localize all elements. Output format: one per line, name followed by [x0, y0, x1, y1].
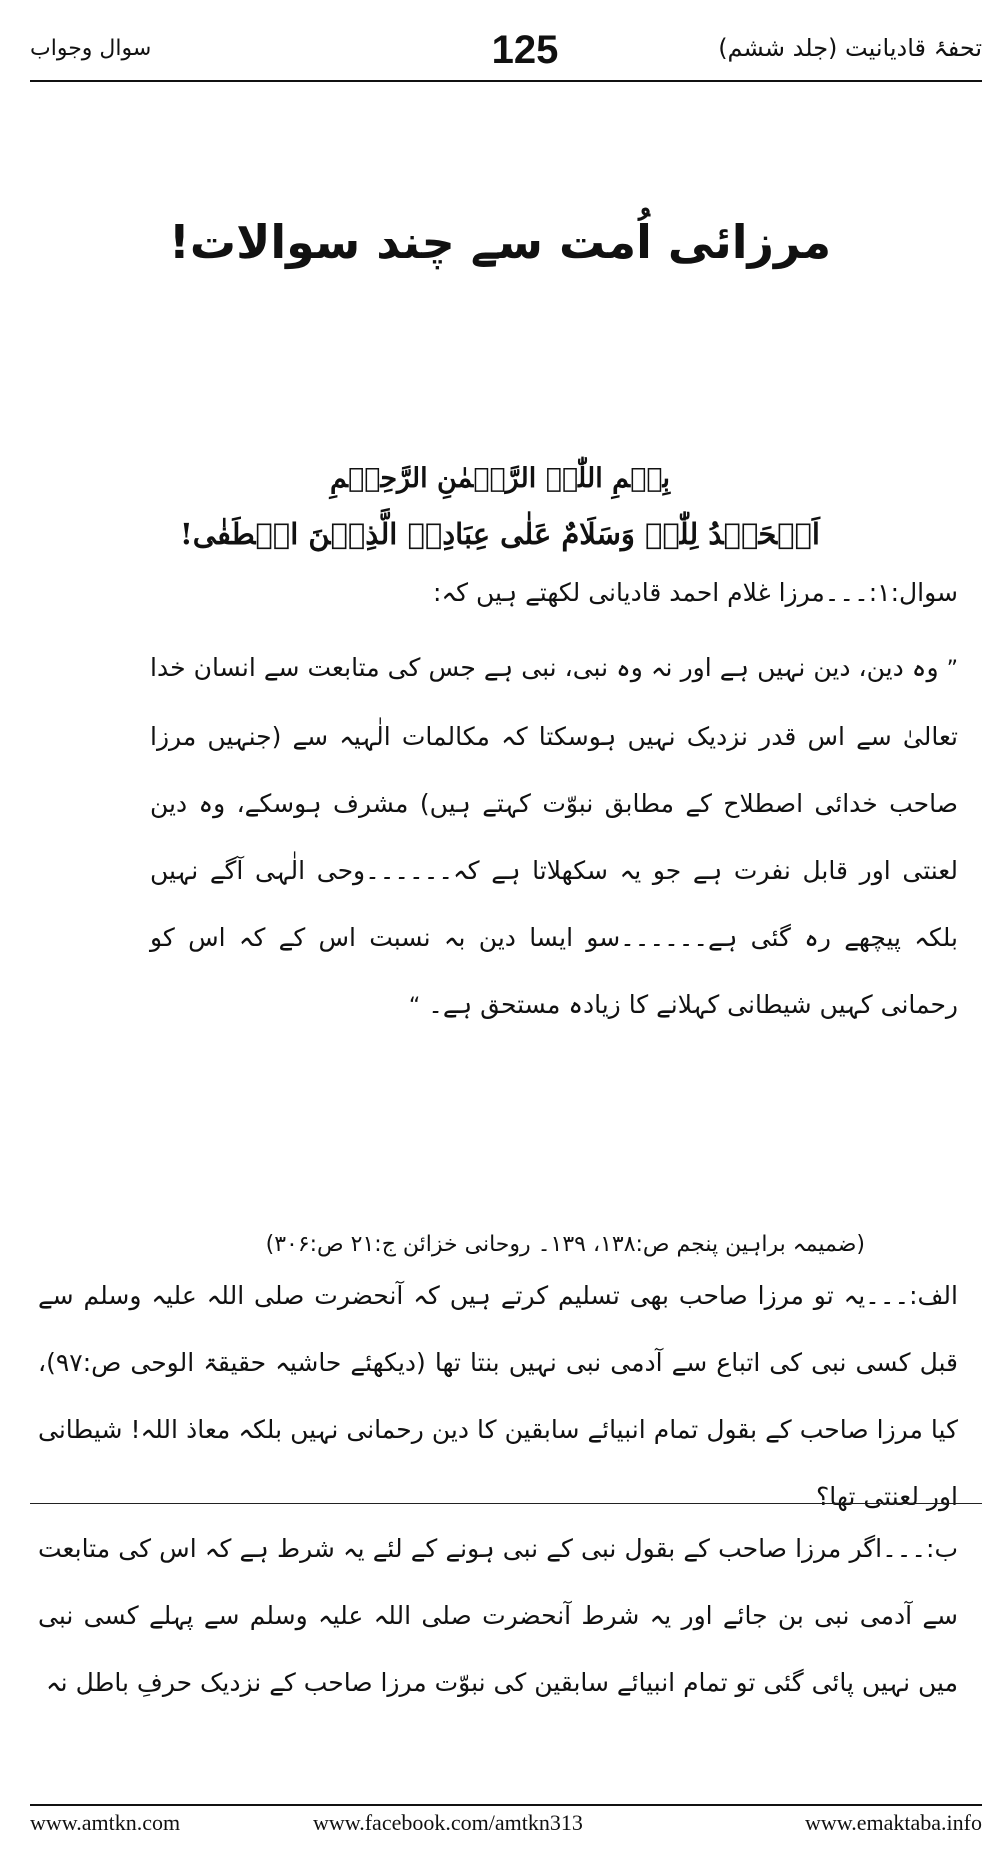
- footer-link-emaktaba[interactable]: www.emaktaba.info: [805, 1810, 982, 1835]
- paragraph-divider: [30, 1503, 982, 1504]
- section-name: سوال وجواب: [30, 36, 152, 61]
- answer-alif: الف:۔۔۔یہ تو مرزا صاحب بھی تسلیم کرتے ہیں کہ آنحضرت صلی اللہ علیہ وسلم سے قبل کسی نبی کی اتباع سے آدمی نبی نہیں بنتا تھا (دیکھئے حاشیہ حقیقۃ الوحی ص:۹۷)، کیا مرزا صاحب کے بقول تمام انبیائے سابقین کا دین رحمانی نہیں بلکہ معاذ اللہ! شیطانی اور لعنتی تھا؟: [38, 1281, 958, 1511]
- header-rule: [30, 80, 982, 82]
- footer-link-facebook[interactable]: www.facebook.com/amtkn313: [313, 1810, 583, 1835]
- page-footer: [30, 1810, 982, 1840]
- answer-ba: ب:۔۔۔اگر مرزا صاحب کے بقول نبی کے نبی ہونے کے لئے یہ شرط ہے کہ اس کی متابعت سے آدمی نبی بن جائے اور یہ شرط آنحضرت صلی اللہ علیہ وسلم سے پہلے کسی نبی میں نہیں پائی گئی تو تمام انبیائے سابقین کی نبوّت مرزا صاحب کے نزدیک حرفِ باطل نہ: [38, 1534, 958, 1697]
- book-title: تحفۂ قادیانیت (جلد ششم): [718, 34, 982, 62]
- chapter-title: مرزائی اُمت سے چند سوالات!: [168, 215, 832, 269]
- quote-reference: (ضمیمہ براہین پنجم ص:۱۳۸، ۱۳۹۔ روحانی خزائن ج:۲۱ ص:۳۰۶): [265, 1232, 865, 1257]
- quote-text: وہ دین، دین نہیں ہے اور نہ وہ نبی، نبی ہے جس کی متابعت سے انسان خدا تعالیٰ سے اس قدر نزدیک نہیں ہوسکتا کہ مکالمات الٰہیہ سے (جنہیں مرزا صاحب خدائی اصطلاح کے مطابق نبوّت کہتے ہیں) مشرف ہوسکے، وہ دین لعنتی اور قابل نفرت ہے جو یہ سکھلاتا ہے کہ۔۔۔۔۔۔وحی الٰہی آگے نہیں بلکہ پیچھے رہ گئی ہے۔۔۔۔۔۔سو ایسا دین بہ نسبت اس کے کہ اس کو رحمانی کہیں شیطانی کہلانے کا زیادہ مستحق ہے۔: [150, 653, 958, 1019]
- bismillah: بِسۡمِ اللّٰہِ الرَّحۡمٰنِ الرَّحِیۡمِ: [329, 463, 671, 494]
- page-number: 125: [491, 28, 559, 72]
- question-1: سوال:۱:۔۔۔مرزا غلام احمد قادیانی لکھتے ہیں کہ:: [433, 578, 958, 607]
- hamd-line: اَلۡحَمۡدُ لِلّٰہِ وَسَلَامٌ عَلٰی عِبَادِہِ الَّذِیۡنَ اصۡطَفٰی!: [180, 517, 820, 551]
- page-header: [30, 28, 982, 76]
- quote-open-mark: ”: [946, 657, 959, 682]
- quote-close-mark: “: [408, 994, 421, 1019]
- quotation: [150, 634, 958, 1040]
- footer-rule: [30, 1804, 982, 1806]
- footer-link-amtkn[interactable]: www.amtkn.com: [30, 1810, 181, 1835]
